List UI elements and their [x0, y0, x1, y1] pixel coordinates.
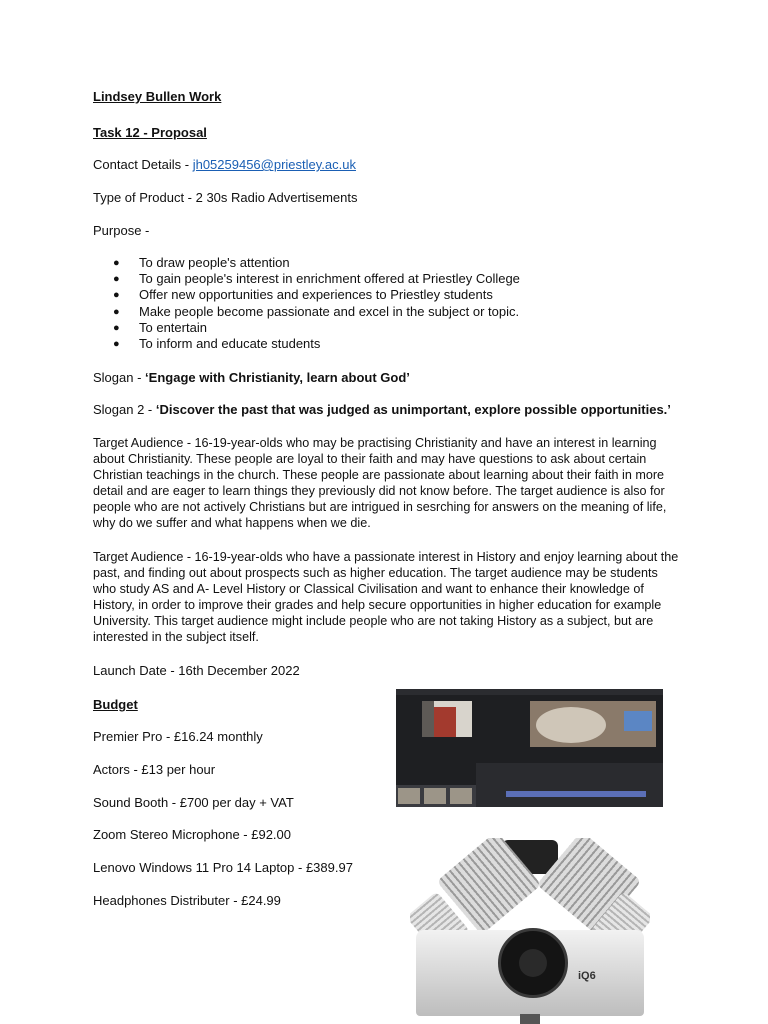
contact-details — [93, 157, 356, 173]
slogan-1-text: ‘Engage with Christianity, learn about God’ — [145, 370, 410, 385]
document-heading: Lindsey Bullen Work — [93, 89, 222, 104]
task-title: Task 12 - Proposal — [93, 125, 207, 140]
contact-email-link[interactable]: jh05259456@priestley.ac.uk — [192, 157, 356, 172]
slogan-2 — [93, 402, 671, 418]
slogan-1-label: Slogan - — [93, 370, 146, 385]
contact-label: Contact Details - — [93, 157, 193, 172]
purpose-item: ● To gain people's interest in enrichment offered at Priestley College — [93, 271, 520, 287]
mic-brand-label: iQ6 — [578, 970, 596, 982]
source-monitor-preview — [422, 701, 472, 737]
timeline-panel — [476, 763, 663, 807]
purpose-item: ● To inform and educate students — [93, 336, 520, 352]
purpose-item: ● To entertain — [93, 320, 520, 336]
target-audience-christianity: Target Audience - 16-19-year-olds who may be practising Christianity and have an interest in learning about Christianity. These people are loyal to their faith and may have questions to ask about certain Christian teachings in the church. These people are passionate about learning about their faith in more detail and are eager to learn things they previously did not know before. The target audience is also for people who are not actively Christians but are intrigued in sesrching for answers on the meaning of life, why do we suffer and what happens when we die. — [93, 436, 667, 530]
video-editor-screenshot-image — [396, 689, 663, 807]
budget-item-actors: Actors - £13 per hour — [93, 762, 216, 777]
budget-item-laptop: Lenovo Windows 11 Pro 14 Laptop - £389.97 — [93, 860, 353, 875]
project-thumbnails — [396, 785, 476, 807]
budget-item-headphones: Headphones Distributer - £24.99 — [93, 893, 281, 908]
target-audience-history: Target Audience - 16-19-year-olds who have a passionate interest in History and enjoy learning about the past, and finding out about prospects such as higher education. The target audience may be students who study AS and A- Level History or Classical Civilisation and want to enhance their knowledge of History, in order to improve their grades and help secure opportunities in higher education for example University. This target audience might include people who are not taking History as a subject, but are interested in the subject itself. — [93, 550, 679, 644]
budget-item-sound-booth: Sound Booth - £700 per day + VAT — [93, 795, 294, 810]
program-monitor-preview — [530, 701, 656, 747]
zoom-microphone-image — [410, 838, 650, 1024]
slogan-2-text: ‘Discover the past that was judged as unimportant, explore possible opportunities.’ — [155, 402, 671, 417]
purpose-list — [93, 255, 520, 352]
budget-item-premiere: Premier Pro - £16.24 monthly — [93, 729, 263, 744]
mic-gain-dial — [498, 928, 568, 998]
mic-connector — [520, 1014, 540, 1024]
budget-item-microphone: Zoom Stereo Microphone - £92.00 — [93, 827, 291, 842]
editor-title-bar — [396, 689, 663, 695]
purpose-label: Purpose - — [93, 223, 150, 238]
launch-date: Launch Date - 16th December 2022 — [93, 663, 300, 678]
slogan-1 — [93, 370, 410, 386]
product-type: Type of Product - 2 30s Radio Advertisements — [93, 190, 358, 205]
timeline-clip — [506, 791, 646, 797]
slogan-2-label: Slogan 2 - — [93, 402, 156, 417]
purpose-item: ● Offer new opportunities and experiences to Priestley students — [93, 287, 520, 303]
purpose-item: ● Make people become passionate and excel in the subject or topic. — [93, 304, 520, 320]
purpose-item: ● To draw people's attention — [93, 255, 520, 271]
budget-heading: Budget — [93, 697, 138, 712]
